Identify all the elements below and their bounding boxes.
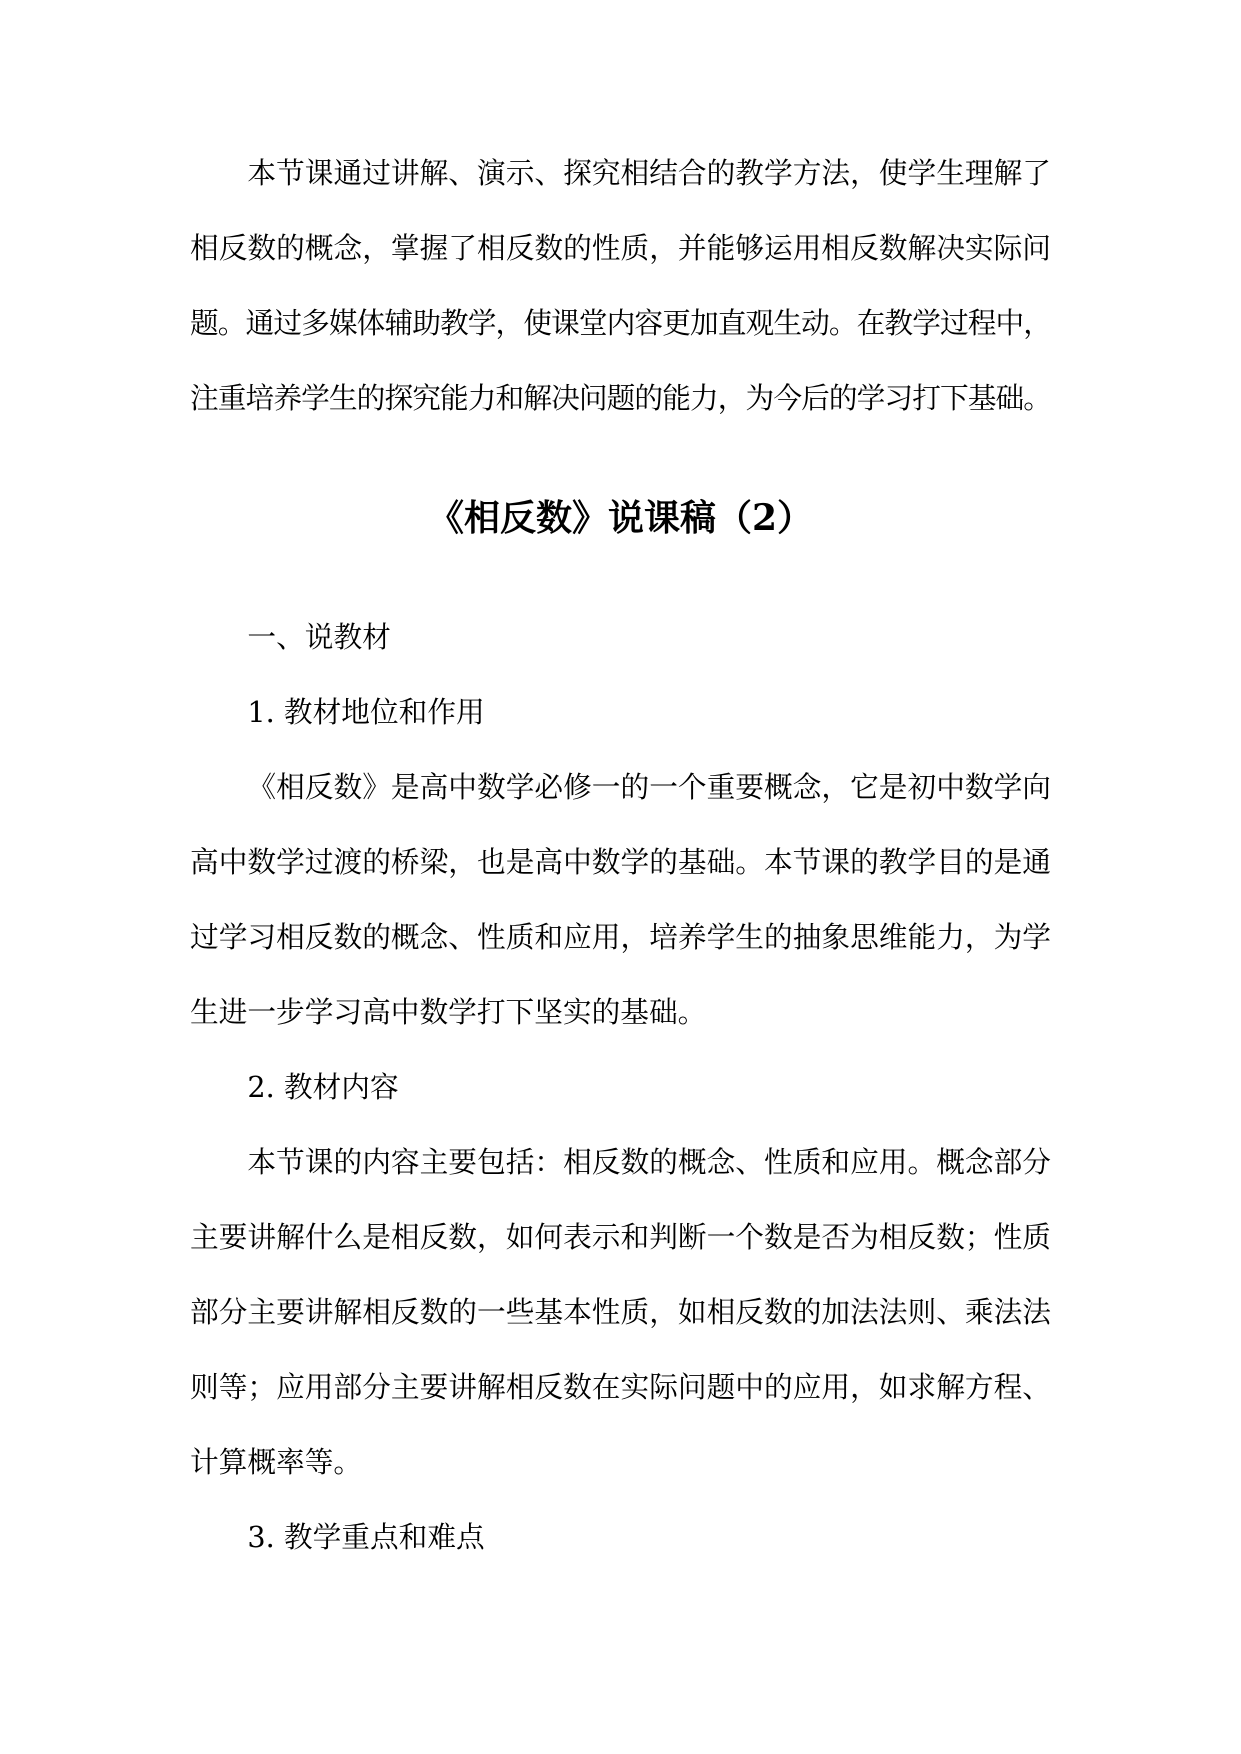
paragraph (190, 1125, 1051, 1500)
document-title: 《相反数》说课稿（2） (427, 497, 814, 539)
paragraph-line: 相反数的概念，掌握了相反数的性质，并能够运用相反数解决实际问 (190, 231, 1051, 265)
subsection-heading: 2. 教材内容 (247, 1070, 399, 1104)
paragraph-line: 题。通过多媒体辅助教学，使课堂内容更加直观生动。在教学过程中， (190, 306, 1051, 340)
subsection-heading: 3. 教学重点和难点 (247, 1520, 485, 1554)
subsection-heading: 1. 教材地位和作用 (247, 695, 485, 729)
paragraph (190, 750, 1051, 1050)
paragraph-line: 生进一步学习高中数学打下坚实的基础。 (190, 995, 707, 1029)
paragraph-line: 过学习相反数的概念、性质和应用，培养学生的抽象思维能力，为学 (190, 920, 1051, 954)
paragraph-line: 本节课的内容主要包括：相反数的概念、性质和应用。概念部分 (247, 1145, 1051, 1179)
document-body (190, 136, 1051, 1575)
paragraph-line: 则等；应用部分主要讲解相反数在实际问题中的应用，如求解方程、 (190, 1370, 1051, 1404)
paragraph-line: 《相反数》是高中数学必修一的一个重要概念，它是初中数学向 (247, 770, 1051, 804)
intro-paragraph (190, 136, 1051, 436)
chapter-heading: 一、说教材 (247, 620, 391, 654)
paragraph-line: 高中数学过渡的桥梁，也是高中数学的基础。本节课的教学目的是通 (190, 845, 1051, 879)
paragraph-line: 计算概率等。 (190, 1445, 363, 1479)
paragraph-line: 部分主要讲解相反数的一些基本性质，如相反数的加法法则、乘法法 (190, 1295, 1051, 1329)
paragraph-line: 本节课通过讲解、演示、探究相结合的教学方法，使学生理解了 (247, 156, 1051, 190)
paragraph-line: 注重培养学生的探究能力和解决问题的能力，为今后的学习打下基础。 (190, 381, 1051, 415)
paragraph-line: 主要讲解什么是相反数，如何表示和判断一个数是否为相反数；性质 (190, 1220, 1051, 1254)
